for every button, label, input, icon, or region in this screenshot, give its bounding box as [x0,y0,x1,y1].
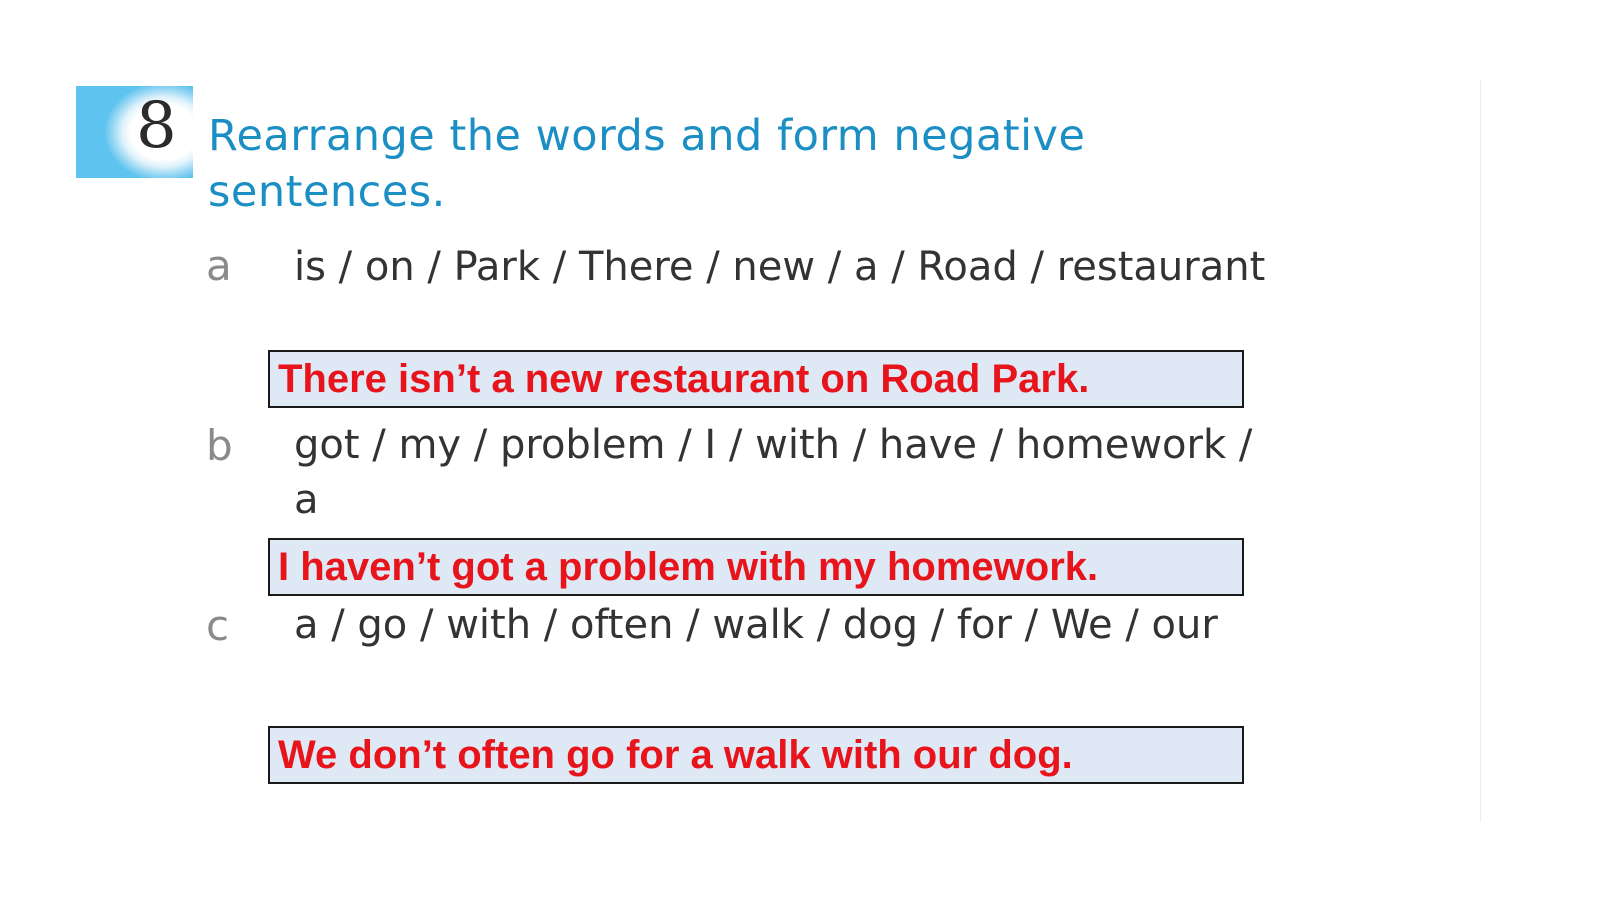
answer-box-b [268,538,1244,596]
slide-divider-line [1480,80,1481,822]
item-letter-b: b [206,421,233,470]
answer-box-c [268,726,1244,784]
exercise-title: Rearrange the words and form negative sentences. [208,111,1086,217]
exercise-number-badge [76,86,193,178]
item-words-a: is / on / Park / There / new / a / Road / restaurant [294,244,1266,290]
item-letter-c: c [206,601,230,650]
item-words-b: got / my / problem / I / with / have / homework / a [294,422,1253,523]
answer-text-c: We don’t often go for a walk with our dog. [278,733,1073,777]
item-letter-a: a [206,241,232,290]
answer-text-b: I haven’t got a problem with my homework. [278,545,1099,589]
exercise-number: 8 [136,89,177,163]
answer-text-a: There isn’t a new restaurant on Road Park. [278,357,1090,401]
item-words-c: a / go / with / often / walk / dog / for / We / our [294,602,1218,648]
answer-box-a [268,350,1244,408]
